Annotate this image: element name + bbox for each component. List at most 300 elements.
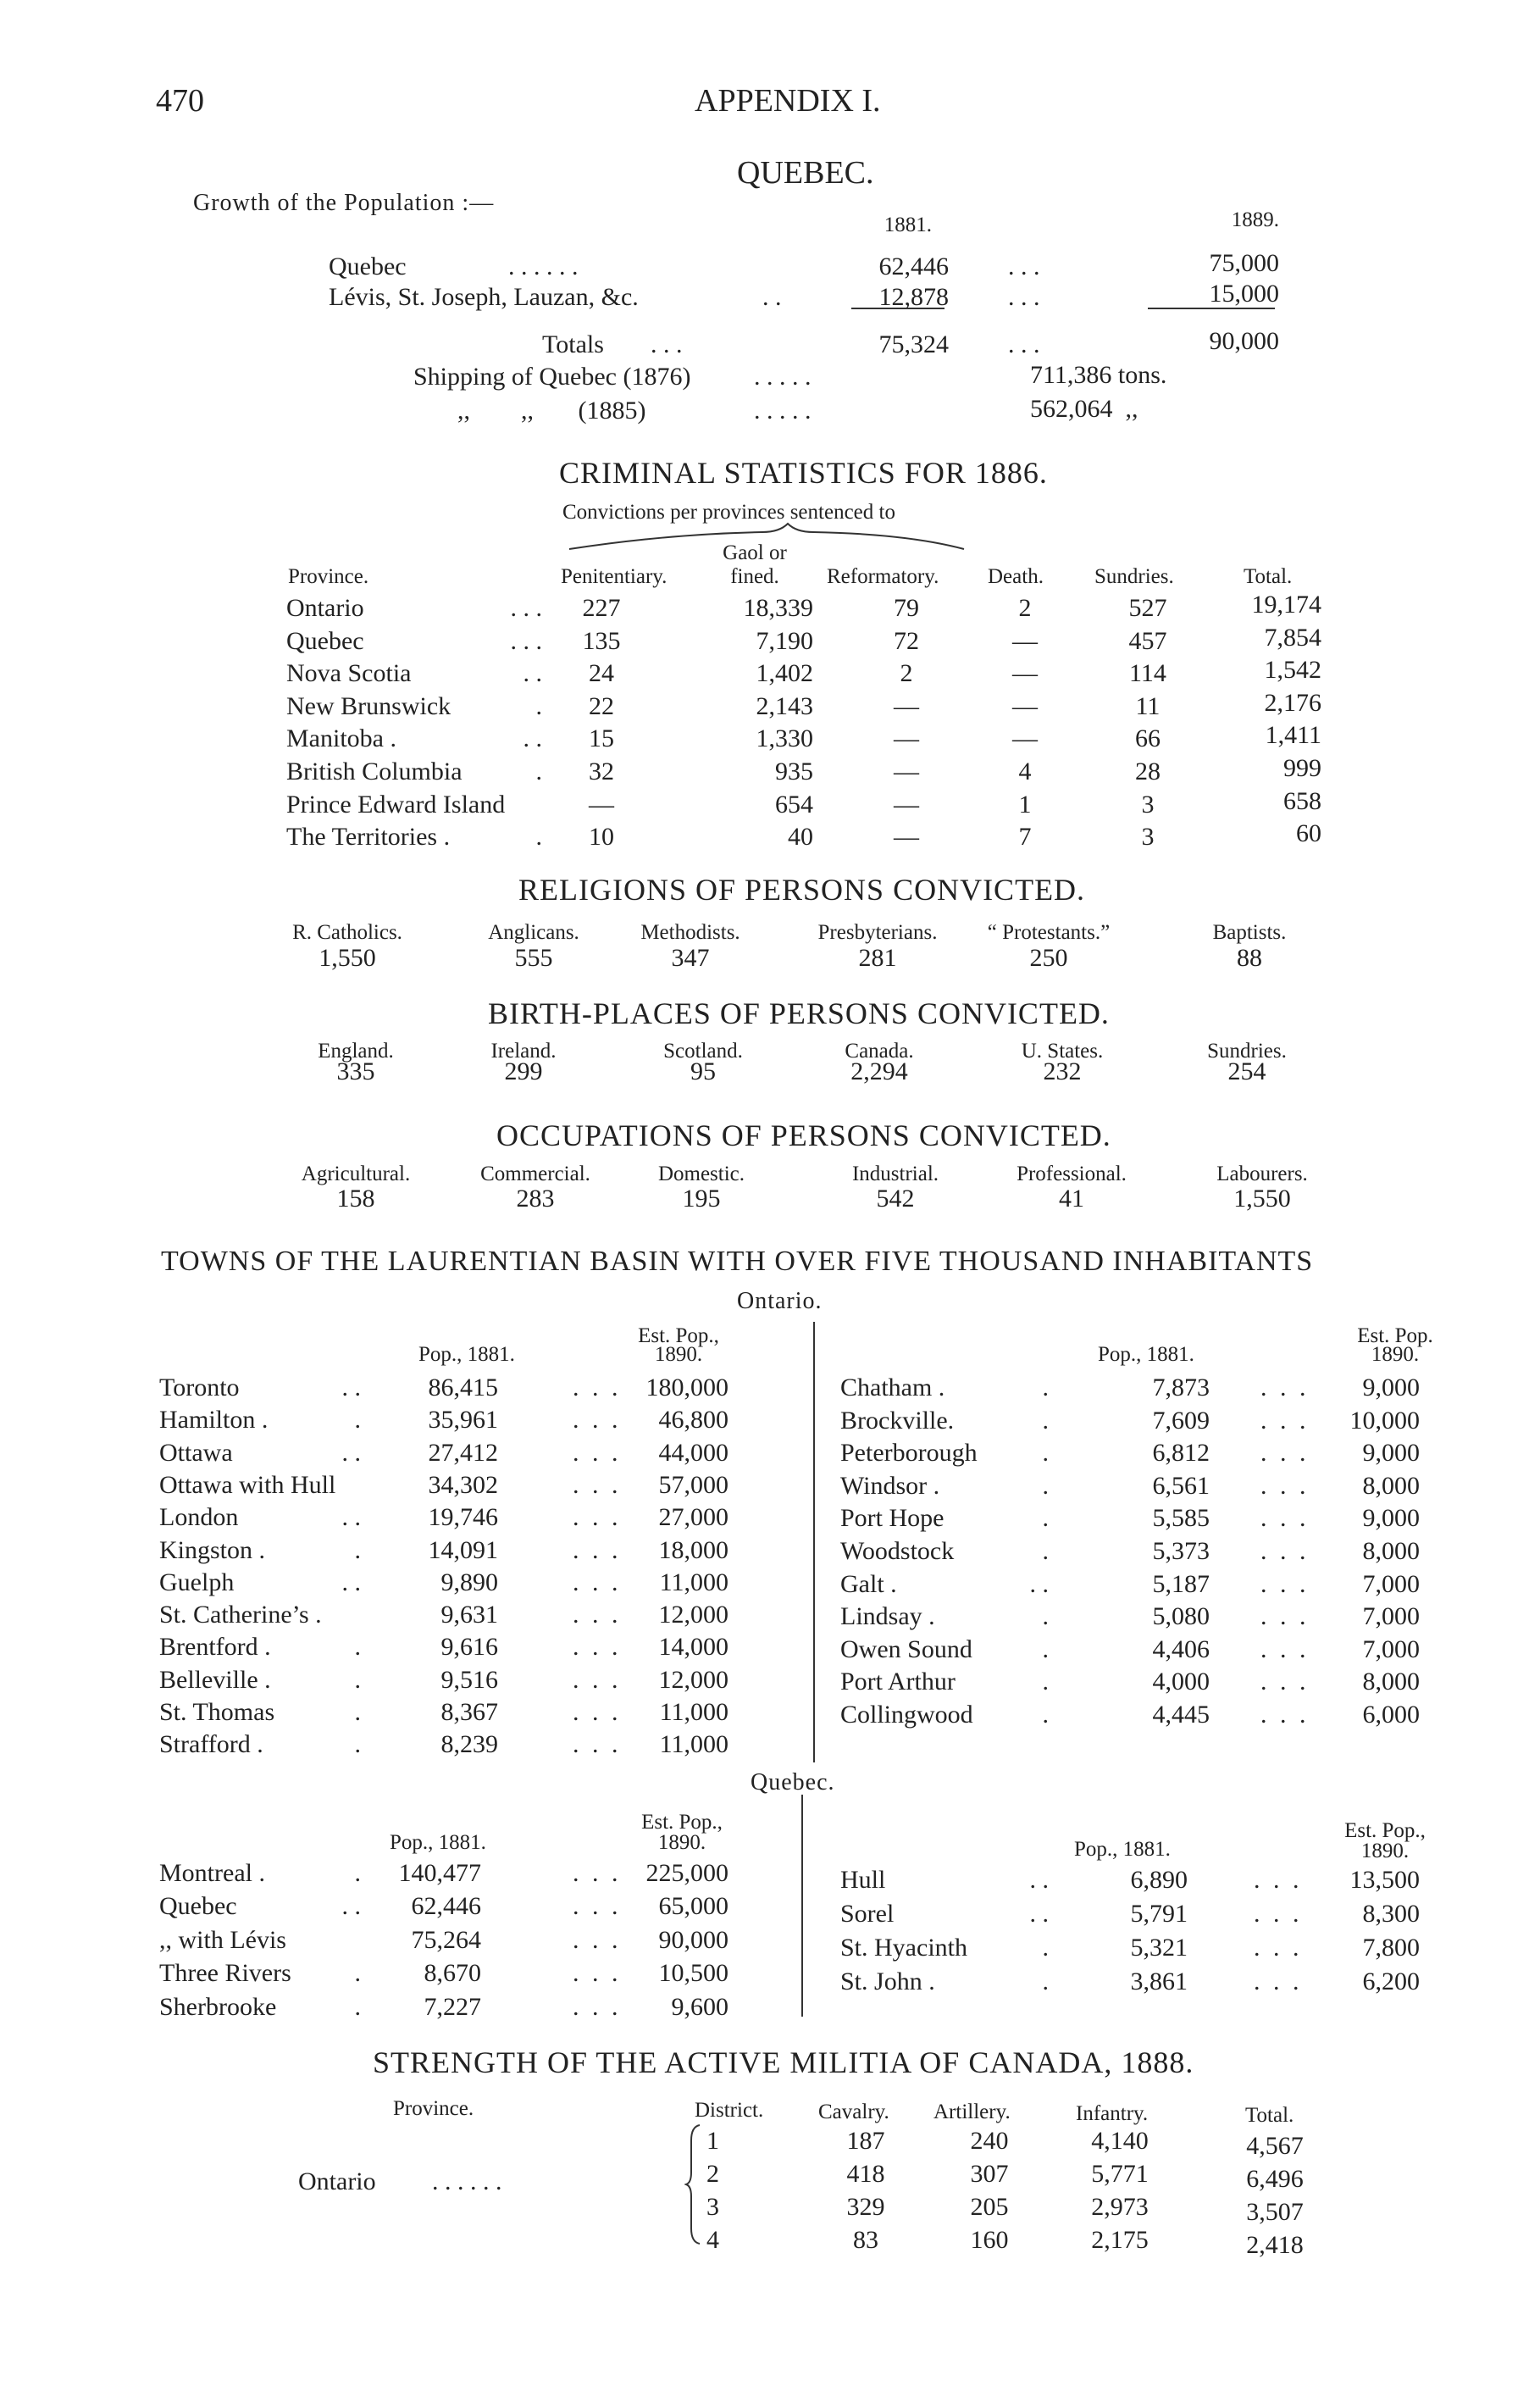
town-leader: . . . bbox=[1260, 1407, 1306, 1435]
town-pop-1881: 4,445 bbox=[1152, 1701, 1210, 1729]
town-name: Port Arthur bbox=[840, 1668, 956, 1695]
town-est-1890: 8,000 bbox=[1362, 1537, 1420, 1565]
town-leader: . . . bbox=[573, 1503, 618, 1531]
militia-row-artillery: 240 bbox=[970, 2127, 1009, 2155]
quebec-towns-heading: Quebec. bbox=[751, 1769, 835, 1795]
occupation-label: Domestic. bbox=[657, 1163, 745, 1185]
shipping-1876-leader: . . . . . bbox=[754, 363, 812, 391]
town-leader: . . . bbox=[1260, 1374, 1306, 1401]
hdr-gaol-2: fined. bbox=[730, 565, 779, 588]
occupation-value: 41 bbox=[1059, 1185, 1084, 1213]
militia-row-infantry: 2,175 bbox=[1091, 2226, 1149, 2254]
militia-row-artillery: 205 bbox=[970, 2193, 1009, 2221]
town-dots: . bbox=[354, 1730, 361, 1758]
town-pop-1881: 14,091 bbox=[428, 1536, 498, 1564]
birthplace-value: 2,294 bbox=[850, 1057, 908, 1085]
crime-row-dots: . . bbox=[523, 659, 542, 687]
town-est-1890: 8,000 bbox=[1362, 1472, 1420, 1500]
crime-row-total: 1,542 bbox=[1264, 656, 1321, 684]
town-est-1890: 13,500 bbox=[1349, 1866, 1420, 1894]
town-name: Peterborough bbox=[840, 1439, 978, 1467]
birthplace-label: Sundries. bbox=[1207, 1040, 1287, 1063]
criminal-subtitle: Convictions per provinces sentenced to bbox=[562, 501, 895, 524]
town-dots: . bbox=[1042, 1504, 1049, 1532]
town-est-1890: 7,000 bbox=[1362, 1602, 1420, 1630]
town-est-1890: 10,500 bbox=[658, 1959, 728, 1987]
crime-row-sundries: 3 bbox=[1141, 823, 1155, 851]
town-pop-1881: 6,561 bbox=[1152, 1472, 1210, 1500]
crime-row-total: 1,411 bbox=[1265, 721, 1321, 749]
town-pop-1881: 62,446 bbox=[411, 1892, 481, 1920]
birthplace-value: 95 bbox=[690, 1057, 716, 1085]
religion-value: 1,550 bbox=[319, 944, 376, 972]
town-leader: . . . bbox=[1260, 1439, 1306, 1467]
occupation-value: 195 bbox=[682, 1185, 721, 1213]
mil-hdr-district: District. bbox=[695, 2099, 764, 2122]
town-dots: . bbox=[1042, 1374, 1049, 1401]
growth-row-1881: 62,446 bbox=[878, 253, 949, 280]
town-dots: . . bbox=[1029, 1866, 1049, 1894]
crime-row-reformatory: 79 bbox=[894, 594, 919, 622]
crime-row-death: 1 bbox=[1018, 791, 1032, 819]
occupation-value: 1,550 bbox=[1233, 1185, 1291, 1213]
town-est-1890: 9,000 bbox=[1362, 1374, 1420, 1401]
shipping-1885-value: 562,064 ,, bbox=[1030, 395, 1138, 423]
crime-row-province: Ontario bbox=[286, 594, 364, 622]
town-pop-1881: 8,670 bbox=[424, 1959, 481, 1987]
town-dots: . . bbox=[341, 1439, 361, 1467]
occupations-title: OCCUPATIONS OF PERSONS CONVICTED. bbox=[496, 1118, 1111, 1152]
occupation-label: Industrial. bbox=[851, 1163, 939, 1185]
militia-row-infantry: 2,973 bbox=[1091, 2193, 1149, 2221]
town-dots: . bbox=[354, 1666, 361, 1694]
town-dots: . bbox=[1042, 1635, 1049, 1663]
town-dots: . bbox=[354, 1698, 361, 1726]
hdr-sundries: Sundries. bbox=[1094, 565, 1174, 588]
town-dots: . . bbox=[341, 1374, 361, 1401]
hdr-gaol-1: Gaol or bbox=[723, 541, 787, 564]
religion-label: R. Catholics. bbox=[292, 921, 402, 944]
militia-row-artillery: 307 bbox=[970, 2160, 1009, 2188]
towns-title: TOWNS OF THE LAURENTIAN BASIN WITH OVER FIVE THOUSAND INHABITANTS bbox=[161, 1246, 1314, 1277]
crime-row-province: Prince Edward Island bbox=[286, 791, 506, 819]
town-est-1890: 180,000 bbox=[645, 1374, 728, 1401]
town-leader: . . . bbox=[573, 1601, 618, 1629]
town-dots: . bbox=[1042, 1439, 1049, 1467]
town-dots: . bbox=[1042, 1967, 1049, 1995]
town-pop-1881: 27,412 bbox=[428, 1439, 498, 1467]
town-pop-1881: 19,746 bbox=[428, 1503, 498, 1531]
crime-row-penitentiary: 32 bbox=[589, 758, 614, 785]
town-est-1890: 12,000 bbox=[658, 1601, 728, 1629]
crime-row-gaol: 18,339 bbox=[743, 594, 813, 622]
town-est-1890: 10,000 bbox=[1349, 1407, 1420, 1435]
crime-row-penitentiary: 22 bbox=[589, 692, 614, 720]
ontario-heading: Ontario. bbox=[737, 1288, 823, 1314]
town-est-1890: 8,300 bbox=[1362, 1900, 1420, 1928]
town-leader: . . . bbox=[573, 1698, 618, 1726]
town-est-1890: 7,000 bbox=[1362, 1570, 1420, 1598]
town-leader: . . . bbox=[1260, 1701, 1306, 1729]
crime-row-reformatory: — bbox=[894, 758, 919, 785]
town-name: Strafford . bbox=[159, 1730, 263, 1758]
crime-row-sundries: 3 bbox=[1141, 791, 1155, 819]
town-pop-1881: 5,373 bbox=[1152, 1537, 1210, 1565]
mil-hdr-total: Total. bbox=[1245, 2104, 1294, 2127]
crime-row-total: 999 bbox=[1283, 754, 1321, 782]
town-pop-1881: 9,516 bbox=[440, 1666, 498, 1694]
town-pop-1881: 6,812 bbox=[1152, 1439, 1210, 1467]
town-dots: . . bbox=[1029, 1900, 1049, 1928]
town-leader: . . . bbox=[573, 1471, 618, 1499]
occupation-label: Professional. bbox=[1017, 1163, 1127, 1185]
crime-row-gaol: 2,143 bbox=[756, 692, 813, 720]
birthplaces-title: BIRTH-PLACES OF PERSONS CONVICTED. bbox=[488, 996, 1110, 1030]
town-name: Woodstock bbox=[840, 1537, 955, 1565]
town-pop-1881: 3,861 bbox=[1130, 1967, 1188, 1995]
town-leader: . . . bbox=[1260, 1635, 1306, 1663]
town-leader: . . . bbox=[1254, 1900, 1299, 1928]
growth-row-name: Lévis, St. Joseph, Lauzan, &c. bbox=[329, 283, 639, 311]
crime-row-penitentiary: 15 bbox=[589, 724, 614, 752]
militia-row-district: 4 bbox=[706, 2226, 719, 2254]
town-name: Sorel bbox=[840, 1900, 895, 1928]
town-dots: . . bbox=[1029, 1570, 1049, 1598]
hdr-reformatory: Reformatory. bbox=[827, 565, 939, 588]
mil-hdr-province: Province. bbox=[393, 2097, 474, 2120]
militia-row-cavalry: 329 bbox=[846, 2193, 885, 2221]
brace-line bbox=[684, 2123, 703, 2245]
totals-leader: . . . bbox=[651, 330, 683, 358]
town-name: Port Hope bbox=[840, 1504, 944, 1532]
crime-row-gaol: 1,402 bbox=[756, 659, 813, 687]
birthplace-label: U. States. bbox=[1021, 1040, 1104, 1063]
town-est-1890: 6,200 bbox=[1362, 1967, 1420, 1995]
town-pop-1881: 75,264 bbox=[411, 1926, 481, 1954]
crime-row-dots: . bbox=[535, 692, 542, 720]
town-est-1890: 11,000 bbox=[659, 1698, 728, 1726]
birthplace-value: 299 bbox=[504, 1057, 543, 1085]
crime-row-penitentiary: 24 bbox=[589, 659, 614, 687]
ont-col-pop-a: Pop., 1881. bbox=[418, 1343, 515, 1366]
quebec-divider bbox=[801, 1795, 803, 2017]
crime-row-death: — bbox=[1012, 659, 1038, 687]
town-pop-1881: 5,187 bbox=[1152, 1570, 1210, 1598]
birthplace-label: England. bbox=[318, 1040, 394, 1063]
birthplace-label: Canada. bbox=[845, 1040, 914, 1063]
col-1881: 1881. bbox=[884, 214, 932, 236]
crime-row-dots: . . . bbox=[510, 627, 542, 655]
shipping-1876-label: Shipping of Quebec (1876) bbox=[413, 363, 691, 391]
town-est-1890: 225,000 bbox=[645, 1859, 728, 1887]
crime-row-sundries: 527 bbox=[1128, 594, 1167, 622]
crime-row-death: 2 bbox=[1018, 594, 1032, 622]
militia-row-cavalry: 83 bbox=[853, 2226, 878, 2254]
birthplace-value: 335 bbox=[336, 1057, 375, 1085]
town-leader: . . . bbox=[573, 1959, 618, 1987]
crime-row-total: 2,176 bbox=[1264, 689, 1321, 717]
ont-col-pop-b: Pop., 1881. bbox=[1098, 1343, 1194, 1366]
town-name: Collingwood bbox=[840, 1701, 973, 1729]
religion-label: Anglicans. bbox=[488, 921, 579, 944]
town-name: Brockville. bbox=[840, 1407, 955, 1435]
town-name: Owen Sound bbox=[840, 1635, 972, 1663]
crime-row-province: Quebec bbox=[286, 627, 364, 655]
ont-col-est-b-1: Est. Pop. bbox=[1357, 1324, 1433, 1347]
town-pop-1881: 5,321 bbox=[1130, 1934, 1188, 1962]
occupation-value: 542 bbox=[876, 1185, 915, 1213]
town-leader: . . . bbox=[1254, 1866, 1299, 1894]
crime-row-province: British Columbia bbox=[286, 758, 463, 785]
town-dots: . . bbox=[341, 1503, 361, 1531]
militia-row-artillery: 160 bbox=[970, 2226, 1009, 2254]
town-dots: . bbox=[354, 1633, 361, 1661]
town-pop-1881: 6,890 bbox=[1130, 1866, 1188, 1894]
town-est-1890: 27,000 bbox=[658, 1503, 728, 1531]
town-est-1890: 44,000 bbox=[658, 1439, 728, 1467]
crime-row-reformatory: — bbox=[894, 791, 919, 819]
town-name: Sherbrooke bbox=[159, 1993, 277, 2021]
town-dots: . bbox=[1042, 1602, 1049, 1630]
crime-row-penitentiary: — bbox=[589, 791, 614, 819]
town-name: Galt . bbox=[840, 1570, 897, 1598]
town-leader: . . . bbox=[573, 1374, 618, 1401]
que-col-est-a-2: 1890. bbox=[657, 1831, 706, 1854]
town-name: Chatham . bbox=[840, 1374, 945, 1401]
militia-row-total: 4,567 bbox=[1246, 2132, 1304, 2160]
town-dots: . bbox=[1042, 1934, 1049, 1962]
crime-row-gaol: 654 bbox=[775, 791, 813, 819]
shipping-1885-leader: . . . . . bbox=[754, 397, 812, 425]
town-dots: . bbox=[1042, 1701, 1049, 1729]
religion-label: Baptists. bbox=[1212, 921, 1287, 944]
religions-title: RELIGIONS OF PERSONS CONVICTED. bbox=[518, 873, 1086, 907]
crime-row-dots: . bbox=[535, 823, 542, 851]
totals-1889: 90,000 bbox=[1209, 327, 1279, 355]
town-dots: . bbox=[354, 1959, 361, 1987]
totals-1881: 75,324 bbox=[878, 330, 949, 358]
town-name: London bbox=[159, 1503, 239, 1531]
crime-row-penitentiary: 135 bbox=[582, 627, 621, 655]
crime-row-province: Nova Scotia bbox=[286, 659, 412, 687]
crime-row-reformatory: — bbox=[894, 692, 919, 720]
town-leader: . . . bbox=[573, 1568, 618, 1596]
town-est-1890: 11,000 bbox=[659, 1730, 728, 1758]
que-col-pop-b: Pop., 1881. bbox=[1074, 1838, 1171, 1861]
growth-row-1889: 75,000 bbox=[1209, 249, 1279, 277]
town-leader: . . . bbox=[573, 1406, 618, 1434]
page-number: 470 bbox=[156, 83, 204, 119]
town-est-1890: 7,800 bbox=[1362, 1934, 1420, 1962]
town-name: Hull bbox=[840, 1866, 886, 1894]
crime-row-province: New Brunswick bbox=[286, 692, 451, 720]
shipping-1885-label: ,, ,, (1885) bbox=[457, 397, 646, 425]
town-leader: . . . bbox=[1260, 1504, 1306, 1532]
birthplace-label: Ireland. bbox=[490, 1040, 557, 1063]
hdr-total: Total. bbox=[1244, 565, 1293, 588]
town-est-1890: 65,000 bbox=[658, 1892, 728, 1920]
occupation-label: Agricultural. bbox=[301, 1163, 411, 1185]
town-pop-1881: 9,890 bbox=[440, 1568, 498, 1596]
town-est-1890: 18,000 bbox=[658, 1536, 728, 1564]
town-est-1890: 90,000 bbox=[658, 1926, 728, 1954]
growth-row-name: Quebec bbox=[329, 253, 407, 280]
town-leader: . . . bbox=[573, 1892, 618, 1920]
ontario-divider bbox=[813, 1322, 815, 1762]
town-est-1890: 14,000 bbox=[658, 1633, 728, 1661]
militia-title: STRENGTH OF THE ACTIVE MILITIA OF CANADA, 1888. bbox=[373, 2045, 1194, 2079]
hdr-penitentiary: Penitentiary. bbox=[561, 565, 668, 588]
que-col-pop-a: Pop., 1881. bbox=[390, 1831, 486, 1854]
mil-province: Ontario bbox=[298, 2167, 376, 2195]
town-est-1890: 6,000 bbox=[1362, 1701, 1420, 1729]
town-leader: . . . bbox=[1260, 1537, 1306, 1565]
town-est-1890: 9,000 bbox=[1362, 1504, 1420, 1532]
hdr-death: Death. bbox=[988, 565, 1044, 588]
town-pop-1881: 86,415 bbox=[428, 1374, 498, 1401]
town-dots: . bbox=[1042, 1407, 1049, 1435]
growth-row-1889: 15,000 bbox=[1209, 280, 1279, 308]
militia-row-cavalry: 187 bbox=[846, 2127, 885, 2155]
town-est-1890: 57,000 bbox=[658, 1471, 728, 1499]
town-pop-1881: 7,609 bbox=[1152, 1407, 1210, 1435]
crime-row-province: The Territories . bbox=[286, 823, 451, 851]
crime-row-sundries: 66 bbox=[1135, 724, 1161, 752]
town-dots: . . bbox=[341, 1892, 361, 1920]
town-name: Guelph bbox=[159, 1568, 235, 1596]
town-pop-1881: 5,585 bbox=[1152, 1504, 1210, 1532]
religion-value: 281 bbox=[858, 944, 897, 972]
town-leader: . . . bbox=[573, 1633, 618, 1661]
growth-row-leader: . . . . . . bbox=[508, 253, 579, 280]
crime-row-penitentiary: 10 bbox=[589, 823, 614, 851]
mil-hdr-cavalry: Cavalry. bbox=[818, 2101, 889, 2123]
town-dots: . bbox=[354, 1859, 361, 1887]
running-head: APPENDIX I. bbox=[695, 83, 881, 119]
ont-col-est-a-1: Est. Pop., bbox=[638, 1324, 719, 1347]
town-dots: . bbox=[354, 1536, 361, 1564]
crime-row-sundries: 114 bbox=[1129, 659, 1166, 687]
town-leader: . . . bbox=[1260, 1570, 1306, 1598]
mil-hdr-artillery: Artillery. bbox=[933, 2101, 1011, 2123]
town-dots: . bbox=[1042, 1537, 1049, 1565]
militia-row-infantry: 4,140 bbox=[1091, 2127, 1149, 2155]
ont-col-est-a-2: 1890. bbox=[654, 1343, 703, 1366]
town-pop-1881: 8,367 bbox=[440, 1698, 498, 1726]
religion-label: “ Protestants.” bbox=[987, 921, 1111, 944]
crime-row-dots: . . . bbox=[510, 594, 542, 622]
town-pop-1881: 4,000 bbox=[1152, 1668, 1210, 1695]
crime-row-total: 60 bbox=[1296, 819, 1321, 847]
religion-label: Methodists. bbox=[640, 921, 740, 944]
town-name: Toronto bbox=[159, 1374, 240, 1401]
birthplace-label: Scotland. bbox=[663, 1040, 743, 1063]
town-pop-1881: 9,616 bbox=[440, 1633, 498, 1661]
crime-row-gaol: 7,190 bbox=[756, 627, 813, 655]
religion-label: Presbyterians. bbox=[817, 921, 938, 944]
town-est-1890: 9,600 bbox=[671, 1993, 728, 2021]
militia-row-total: 6,496 bbox=[1246, 2165, 1304, 2193]
town-dots: . bbox=[354, 1406, 361, 1434]
religion-value: 250 bbox=[1029, 944, 1068, 972]
town-leader: . . . bbox=[1254, 1967, 1299, 1995]
section-title-quebec: QUEBEC. bbox=[737, 155, 874, 191]
town-name: Ottawa with Hull bbox=[159, 1471, 336, 1499]
crime-row-total: 19,174 bbox=[1251, 591, 1321, 619]
crime-row-death: — bbox=[1012, 692, 1038, 720]
town-pop-1881: 4,406 bbox=[1152, 1635, 1210, 1663]
growth-row-1881: 12,878 bbox=[878, 283, 949, 311]
sum-rule-1881 bbox=[851, 308, 944, 309]
militia-row-total: 2,418 bbox=[1246, 2231, 1304, 2259]
crime-row-reformatory: 2 bbox=[900, 659, 913, 687]
crime-row-death: 7 bbox=[1018, 823, 1032, 851]
town-name: Hamilton . bbox=[159, 1406, 269, 1434]
town-name: Quebec bbox=[159, 1892, 237, 1920]
town-est-1890: 11,000 bbox=[659, 1568, 728, 1596]
town-leader: . . . bbox=[1260, 1668, 1306, 1695]
town-leader: . . . bbox=[1260, 1602, 1306, 1630]
town-leader: . . . bbox=[573, 1439, 618, 1467]
growth-row-leader: . . bbox=[762, 283, 782, 311]
town-leader: . . . bbox=[573, 1536, 618, 1564]
crime-row-reformatory: 72 bbox=[894, 627, 919, 655]
religion-value: 555 bbox=[514, 944, 553, 972]
occupation-value: 283 bbox=[516, 1185, 555, 1213]
town-dots: . bbox=[1042, 1668, 1049, 1695]
totals-label: Totals bbox=[542, 330, 604, 358]
town-name: Three Rivers bbox=[159, 1959, 291, 1987]
militia-row-cavalry: 418 bbox=[846, 2160, 885, 2188]
town-pop-1881: 8,239 bbox=[440, 1730, 498, 1758]
crime-row-death: — bbox=[1012, 724, 1038, 752]
town-pop-1881: 35,961 bbox=[428, 1406, 498, 1434]
crime-row-sundries: 28 bbox=[1135, 758, 1161, 785]
birthplace-value: 232 bbox=[1043, 1057, 1082, 1085]
crime-row-reformatory: — bbox=[894, 823, 919, 851]
crime-row-province: Manitoba . bbox=[286, 724, 396, 752]
occupation-label: Labourers. bbox=[1216, 1163, 1308, 1185]
religion-value: 347 bbox=[671, 944, 710, 972]
col-1889: 1889. bbox=[1231, 208, 1279, 231]
crime-row-gaol: 40 bbox=[788, 823, 813, 851]
town-pop-1881: 7,227 bbox=[424, 1993, 481, 2021]
town-leader: . . . bbox=[573, 1926, 618, 1954]
town-est-1890: 46,800 bbox=[658, 1406, 728, 1434]
crime-row-penitentiary: 227 bbox=[582, 594, 621, 622]
town-dots: . bbox=[354, 1993, 361, 2021]
que-col-est-b-2: 1890. bbox=[1360, 1840, 1410, 1862]
town-name: Kingston . bbox=[159, 1536, 266, 1564]
crime-row-total: 658 bbox=[1283, 787, 1321, 815]
crime-row-gaol: 1,330 bbox=[756, 724, 813, 752]
town-leader: . . . bbox=[573, 1666, 618, 1694]
shipping-1876-value: 711,386 tons. bbox=[1030, 361, 1167, 389]
growth-row-dots: . . . bbox=[1008, 253, 1040, 280]
town-name: St. Catherine’s . bbox=[159, 1601, 322, 1629]
militia-row-infantry: 5,771 bbox=[1091, 2160, 1149, 2188]
town-name: St. Hyacinth bbox=[840, 1934, 967, 1962]
town-name: Belleville . bbox=[159, 1666, 271, 1694]
crime-row-sundries: 11 bbox=[1135, 692, 1161, 720]
mil-hdr-infantry: Infantry. bbox=[1076, 2102, 1149, 2125]
town-leader: . . . bbox=[1254, 1934, 1299, 1962]
town-leader: . . . bbox=[573, 1859, 618, 1887]
town-est-1890: 7,000 bbox=[1362, 1635, 1420, 1663]
totals-dots: . . . bbox=[1008, 330, 1040, 358]
town-pop-1881: 34,302 bbox=[428, 1471, 498, 1499]
town-leader: . . . bbox=[573, 1730, 618, 1758]
